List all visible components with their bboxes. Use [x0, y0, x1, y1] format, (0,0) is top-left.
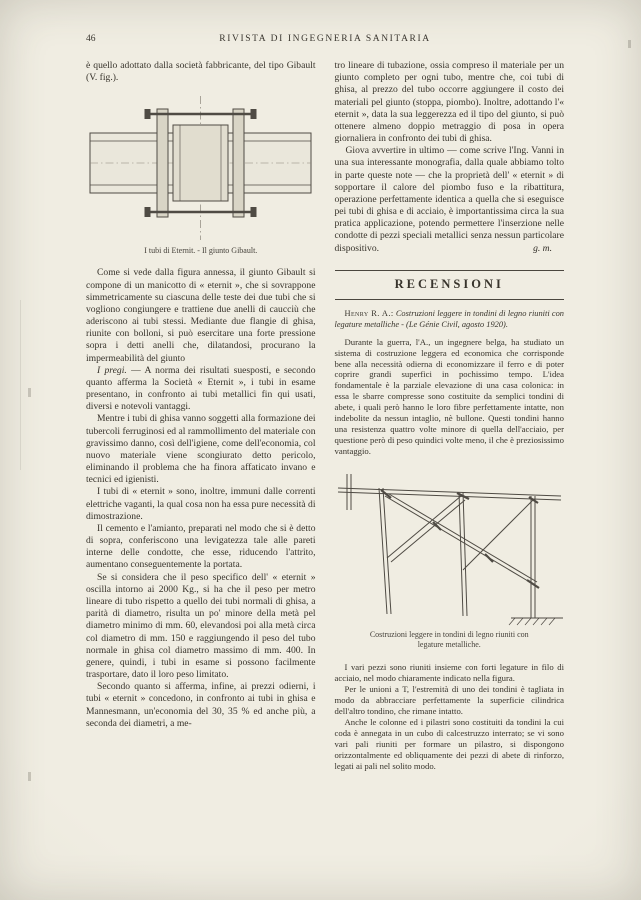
- paragraph: [86, 365, 316, 414]
- paragraph: tro lineare di tubazione, ossia compreso il materiale per un giunto completo per ogni tubo, mentre che, coi tubi di ghisa, al prezzo del tubo occorre aggiungere il costo dei materiali pel giunto (stoppa, piombo). Inoltre, adottando l'« eternit », data la sua leggerezza ed il tipo del giunto, si può ottenere almeno doppio metraggio di posa in opera giornaliera in confronto dei tubi di ghisa.: [334, 60, 564, 145]
- paragraph: Giova avvertire in ultimo — come scrive l'Ing. Vanni in una sua interessante monografia, dalla quale abbiamo tolto in parte queste note — che la proprietà dell' « eternit » di sopportare il calore del piombo fuso e la ribattitura, operazione perfettamente identica a quella che si eseguisce pei tubi di ghisa e di acciaio, è importantissima circa la sua pratica applicazione, potendo permettere l'inserzione nelle condotte di pezzi speciali metallici senza nessun particolare dispositivo.: [334, 145, 564, 254]
- lattice-structure-drawing: [335, 466, 564, 626]
- scan-artifact: [20, 300, 21, 470]
- left-column: [86, 60, 316, 772]
- review-paragraph: I vari pezzi sono riuniti insieme con forti legature in filo di acciaio, nel modo chiaramente indicato nella figura.: [334, 662, 564, 684]
- review-paragraph: Per le unioni a T, l'estremità di uno dei tondini è tagliata in modo da abbracciare perfettamente la superficie cilindrica dell'altro tondino, che rimane intatto.: [334, 683, 564, 716]
- paragraph-lead: I pregi.: [97, 364, 127, 376]
- review-paragraph: Anche le colonne ed i pilastri sono costituiti da tondini la cui coda è annegata in un cubo di calcestruzzo interrato; se vi sono vari pali riuniti per formare un pilastro, si dispongono orizzontalmente ed obliquamente dei pezzi di abete di rinforzo, legati ai pali nel solito modo.: [334, 716, 564, 771]
- lattice-structure-figure: [335, 466, 565, 650]
- paragraph: Secondo quanto si afferma, infine, ai prezzi odierni, i tubi « eternit » concedono, in confronto ai tubi in ghisa e Mannesmann, un'economia del 30, 35 % ed anche più, a seconda dei diametri, a me-: [86, 681, 316, 729]
- figure-caption: Costruzioni leggere in tondini di legno riuniti con legature metalliche.: [369, 630, 529, 650]
- paragraph: I tubi di « eternit » sono, inoltre, immuni dalle correnti elettriche vaganti, la qual cosa non ha essa pure necessità di dimostrazione.: [86, 486, 316, 522]
- paragraph-text: — A norma dei risultati suesposti, e secondo quanto afferma la Società « Eternit », i tubi in esame presentano, in confronto ai tubi metallici fin qui usati, diversi e notevoli vantaggi.: [86, 364, 316, 413]
- paragraph: Se si considera che il peso specifico dell' « eternit » oscilla intorno ai 2000 Kg., si ha che il peso per metro lineare di tubo rispetto a quello dei tubi normali di ghisa, a parità di diametro, risulta un po' minore della metà pel diametro minimo di mm. 60, elevandosi poi alla metà circa col diametro di mm. 150 e raggiungendo il peso del tubo normale in ghisa col diametro massimo di mm. 400. In genere, quindi, i tubi in esame si possono facilmente trasportare, dato il loro peso limitato.: [86, 571, 316, 681]
- review-title: Costruzioni leggere in tondini di legno riuniti con legature metalliche - (Le Génie Civil, agosto 1920).: [334, 308, 564, 329]
- section-title-recensioni: RECENSIONI: [335, 270, 565, 300]
- paragraph: Mentre i tubi di ghisa vanno soggetti alla formazione dei tubercoli ferruginosi ed al rammollimento del materiale con gravissimo danno, così dell'igiene, come dell'economia, col nuovo materiale viene scongiurato detto pericolo, eliminando il problema che ha finora affaticato invano e tecnici ed igienisti.: [86, 413, 316, 486]
- journal-title: RIVISTA DI INGEGNERIA SANITARIA: [219, 34, 431, 44]
- page-header: [86, 34, 564, 44]
- gibault-joint-figure: [86, 93, 316, 255]
- paragraph: Il cemento e l'amianto, preparati nel modo che si è detto di sopra, conferiscono una levigatezza tale alle pareti interne delle condotte, che esse, riducendo l'attrito, aumentano conseguentemente la portata.: [86, 522, 316, 571]
- review-author: Henry R. A.:: [344, 308, 394, 318]
- review-paragraph: Durante la guerra, l'A., un ingegnere belga, ha studiato un sistema di costruzione leggera ed economica che corrisponde bene alla necessità odierna di economizzare il ferro e di poter coprire grandi superfici in pochissimo tempo. L'idea fondamentale è la parziale elevazione di una casa colonica: in essa le sbarre compresse sono costituite da semplici tondini di abete, i quali però hanno le loro fibre perfettamente intatte, non indebolite da nessun intaglio, nè bullone. Questi tondini hanno una resistenza quattro volte minore di quella dell'acciaio, per questione però di peso quindici volte meno, il che è preziosissimo vantaggio.: [334, 336, 564, 457]
- gibault-joint-drawing: [86, 93, 315, 243]
- scan-artifact: [28, 388, 31, 397]
- scan-artifact: [28, 772, 31, 781]
- right-column: [335, 60, 565, 772]
- paragraph: Come si vede dalla figura annessa, il giunto Gibault si compone di un manicotto di « eternit », che si sovrappone simmetricamente su ciascuna delle teste dei due tubi che si vogliono congiungere e trattiene due anelli di caucciù che aderiscono ai tubi stessi. Mediante due flangie di ghisa, riunite con bolloni, si può esercitare una forte pressione sopra i detti anelli che, dilatandosi, procurano la impermeabilità del giunto: [86, 267, 316, 364]
- author-signature: g. m.: [533, 242, 552, 254]
- page-number: 46: [86, 34, 96, 44]
- review-heading: [335, 309, 565, 331]
- page-columns: [86, 60, 564, 772]
- figure-caption: I tubi di Eternit. - Il giunto Gibault.: [144, 246, 258, 256]
- paragraph: è quello adottato dalla società fabbricante, del tipo Gibault (V. fig.).: [86, 60, 316, 84]
- scan-artifact: [628, 40, 631, 48]
